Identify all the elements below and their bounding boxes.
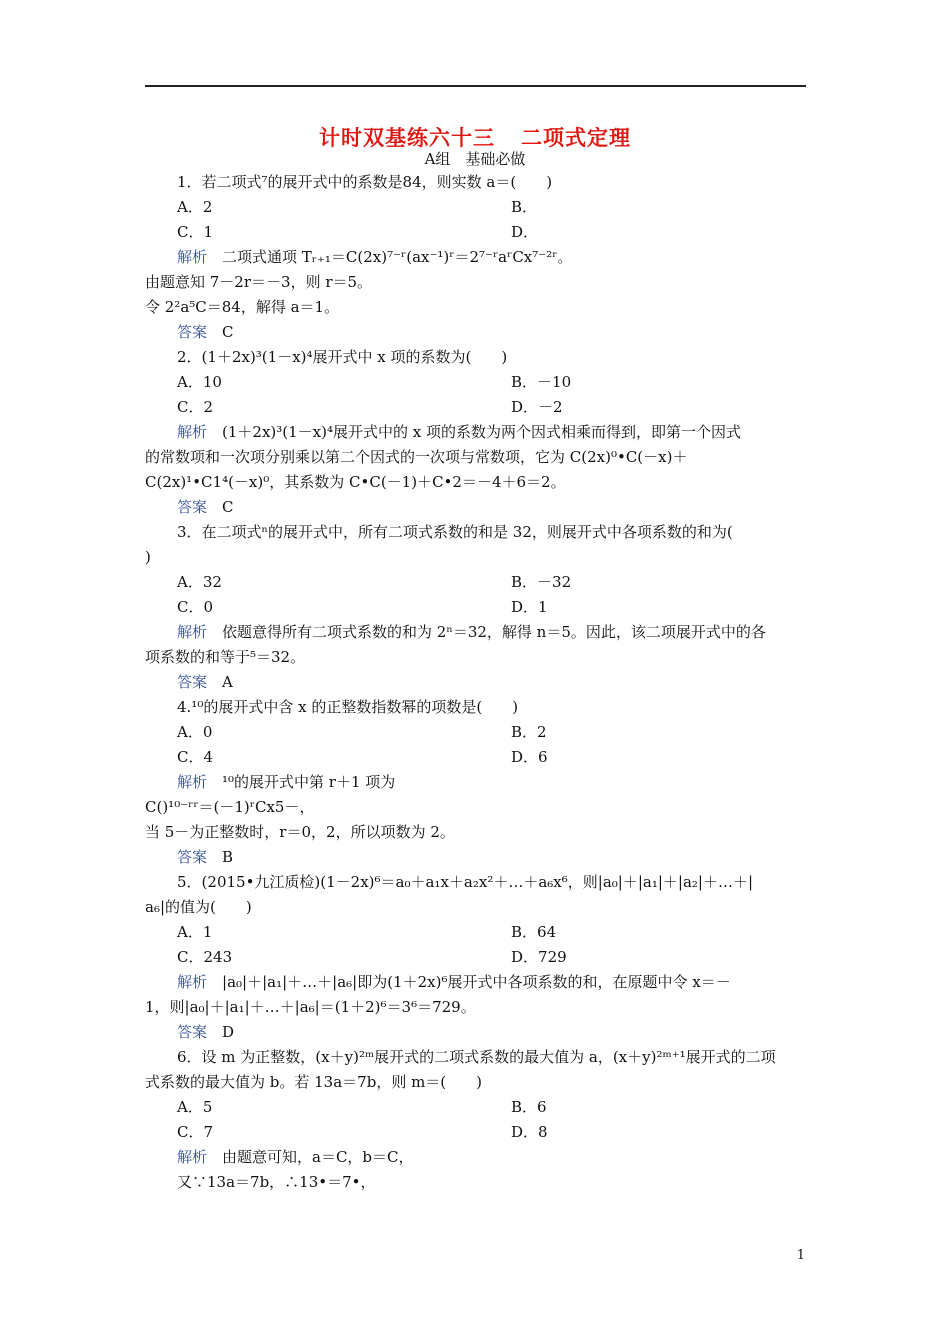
q5-answer — [145, 1020, 807, 1045]
q3-stem-line-2: ) — [145, 548, 151, 566]
q2-options-row-1 — [145, 370, 807, 395]
q3-options-row-1 — [145, 570, 807, 595]
q6-option-a: A．5 — [177, 1098, 213, 1116]
q2-solution-text-1: (1＋2x)³(1－x)⁴展开式中的 x 项的系数为两个因式相乘而得到，即第一个因式 — [207, 423, 741, 441]
q3-answer-label: 答案 — [177, 673, 208, 691]
q5-options-row-1 — [145, 920, 807, 945]
title-main: 计时双基练六十三 — [319, 126, 495, 150]
q1-solution-line-1 — [145, 245, 807, 270]
q3-option-c: C．0 — [177, 598, 214, 616]
q1-answer-value: C — [207, 323, 234, 341]
q1-option-a: A．2 — [177, 198, 213, 216]
q5-solution-line-1 — [145, 970, 807, 995]
q6-stem-line-1: 6．设 m 为正整数，(x＋y)²ᵐ展开式的二项式系数的最大值为 a，(x＋y)²ᵐ⁺¹展开式的二项 — [177, 1048, 776, 1066]
q4-option-d: D．6 — [511, 748, 548, 766]
q3-option-a: A．32 — [177, 573, 222, 591]
q3-stem-line-1: 3．在二项式ⁿ的展开式中，所有二项式系数的和是 32，则展开式中各项系数的和为( — [177, 523, 733, 541]
q2-solution-line-2: 的常数项和一次项分别乘以第二个因式的一次项与常数项，它为 C(2x)⁰•C(－x)＋ — [145, 448, 688, 466]
q4-options-row-1 — [145, 720, 807, 745]
q3-solution-line-2: 项系数的和等于⁵＝32。 — [145, 648, 306, 666]
q4-solution-text-1: ¹⁰的展开式中第 r＋1 项为 — [207, 773, 396, 791]
q1-answer-label: 答案 — [177, 323, 208, 341]
q1-solution-text-1: 二项式通项 Tᵣ₊₁＝C(2x)⁷⁻ʳ(ax⁻¹)ʳ＝2⁷⁻ʳaʳCx⁷⁻²ʳ。 — [207, 248, 573, 266]
q6-options-row-2 — [145, 1120, 807, 1145]
q1-option-d: D． — [511, 223, 539, 241]
q3-solution-text-1: 依题意得所有二项式系数的和为 2ⁿ＝32，解得 n＝5。因此，该二项展开式中的各 — [207, 623, 766, 641]
q6-solution-line-2: 又∵13a＝7b，∴13•＝7•， — [177, 1173, 376, 1191]
q1-answer — [145, 320, 807, 345]
q2-stem: 2．(1＋2x)³(1－x)⁴展开式中 x 项的系数为( ) — [177, 348, 508, 366]
title-topic: 二项式定理 — [521, 126, 631, 150]
q1-options-row-1 — [145, 195, 807, 220]
q1-solution-line-2: 由题意知 7－2r＝－3，则 r＝5。 — [145, 273, 373, 291]
q3-solution-line-1 — [145, 620, 807, 645]
q2-answer-value: C — [207, 498, 234, 516]
q5-solution-text-1: |a₀|＋|a₁|＋…＋|a₆|即为(1＋2x)⁶展开式中各项系数的和，在原题中令 x＝－ — [207, 973, 731, 991]
q4-answer-label: 答案 — [177, 848, 208, 866]
q4-solution-line-3: 当 5－为正整数时，r＝0，2，所以项数为 2。 — [145, 823, 455, 841]
q5-answer-value: D — [207, 1023, 235, 1041]
q2-solution-line-3: C(2x)¹•C1⁴(－x)⁰，其系数为 C•C(－1)＋C•2＝－4＋6＝2。 — [145, 473, 566, 491]
q5-option-b: B．64 — [511, 923, 557, 941]
q5-option-d: D．729 — [511, 948, 567, 966]
q5-solution-line-2: 1，则|a₀|＋|a₁|＋…＋|a₆|＝(1＋2)⁶＝3⁶＝729。 — [145, 998, 476, 1016]
q3-answer-value: A — [207, 673, 233, 691]
document-body — [145, 170, 807, 1195]
q1-option-b: B． — [511, 198, 538, 216]
q5-option-c: C．243 — [177, 948, 233, 966]
q2-answer — [145, 495, 807, 520]
q4-option-b: B．2 — [511, 723, 547, 741]
q2-solution-label: 解析 — [177, 423, 208, 441]
q2-option-a: A．10 — [177, 373, 222, 391]
q4-option-c: C．4 — [177, 748, 214, 766]
q2-solution-line-1 — [145, 420, 807, 445]
q3-answer — [145, 670, 807, 695]
page-number: 1 — [796, 1248, 805, 1263]
q5-options-row-2 — [145, 945, 807, 970]
q6-solution-label: 解析 — [177, 1148, 208, 1166]
q2-option-d: D．－2 — [511, 398, 563, 416]
header-rule — [145, 85, 806, 87]
q4-answer — [145, 845, 807, 870]
q1-solution-label: 解析 — [177, 248, 208, 266]
q6-solution-line-1 — [145, 1145, 807, 1170]
group-heading: A组 基础必做 — [424, 150, 526, 168]
q6-option-c: C．7 — [177, 1123, 214, 1141]
q2-answer-label: 答案 — [177, 498, 208, 516]
q4-answer-value: B — [207, 848, 234, 866]
q6-stem-line-2: 式系数的最大值为 b。若 13a＝7b，则 m＝( ) — [145, 1073, 483, 1091]
q6-option-b: B．6 — [511, 1098, 547, 1116]
q3-option-d: D．1 — [511, 598, 548, 616]
q2-option-b: B．－10 — [511, 373, 572, 391]
q5-stem-line-2: a₆|的值为( ) — [145, 898, 252, 916]
q6-solution-text-1: 由题意可知，a＝C，b＝C， — [207, 1148, 414, 1166]
q1-stem: 1．若二项式⁷的展开式中的系数是84，则实数 a＝( ) — [177, 173, 553, 191]
q3-options-row-2 — [145, 595, 807, 620]
q5-solution-label: 解析 — [177, 973, 208, 991]
q4-options-row-2 — [145, 745, 807, 770]
q4-stem: 4.¹⁰的展开式中含 x 的正整数指数幂的项数是( ) — [177, 698, 519, 716]
q6-options-row-1 — [145, 1095, 807, 1120]
q3-option-b: B．－32 — [511, 573, 572, 591]
q6-option-d: D．8 — [511, 1123, 548, 1141]
q4-solution-label: 解析 — [177, 773, 208, 791]
q4-option-a: A．0 — [177, 723, 213, 741]
q2-option-c: C．2 — [177, 398, 214, 416]
q1-options-row-2 — [145, 220, 807, 245]
q1-solution-line-3: 令 2²a⁵C＝84，解得 a＝1。 — [145, 298, 340, 316]
q1-option-c: C．1 — [177, 223, 214, 241]
q2-options-row-2 — [145, 395, 807, 420]
q4-solution-line-2: C()¹⁰⁻ʳʳ＝(－1)ʳCx5－， — [145, 798, 315, 816]
q5-answer-label: 答案 — [177, 1023, 208, 1041]
q5-option-a: A．1 — [177, 923, 213, 941]
q3-solution-label: 解析 — [177, 623, 208, 641]
q5-stem-line-1: 5．(2015•九江质检)(1－2x)⁶＝a₀＋a₁x＋a₂x²＋…＋a₆x⁶，则|a₀|＋|a₁|＋|a₂|＋…＋| — [177, 873, 754, 891]
q4-solution-line-1 — [145, 770, 807, 795]
